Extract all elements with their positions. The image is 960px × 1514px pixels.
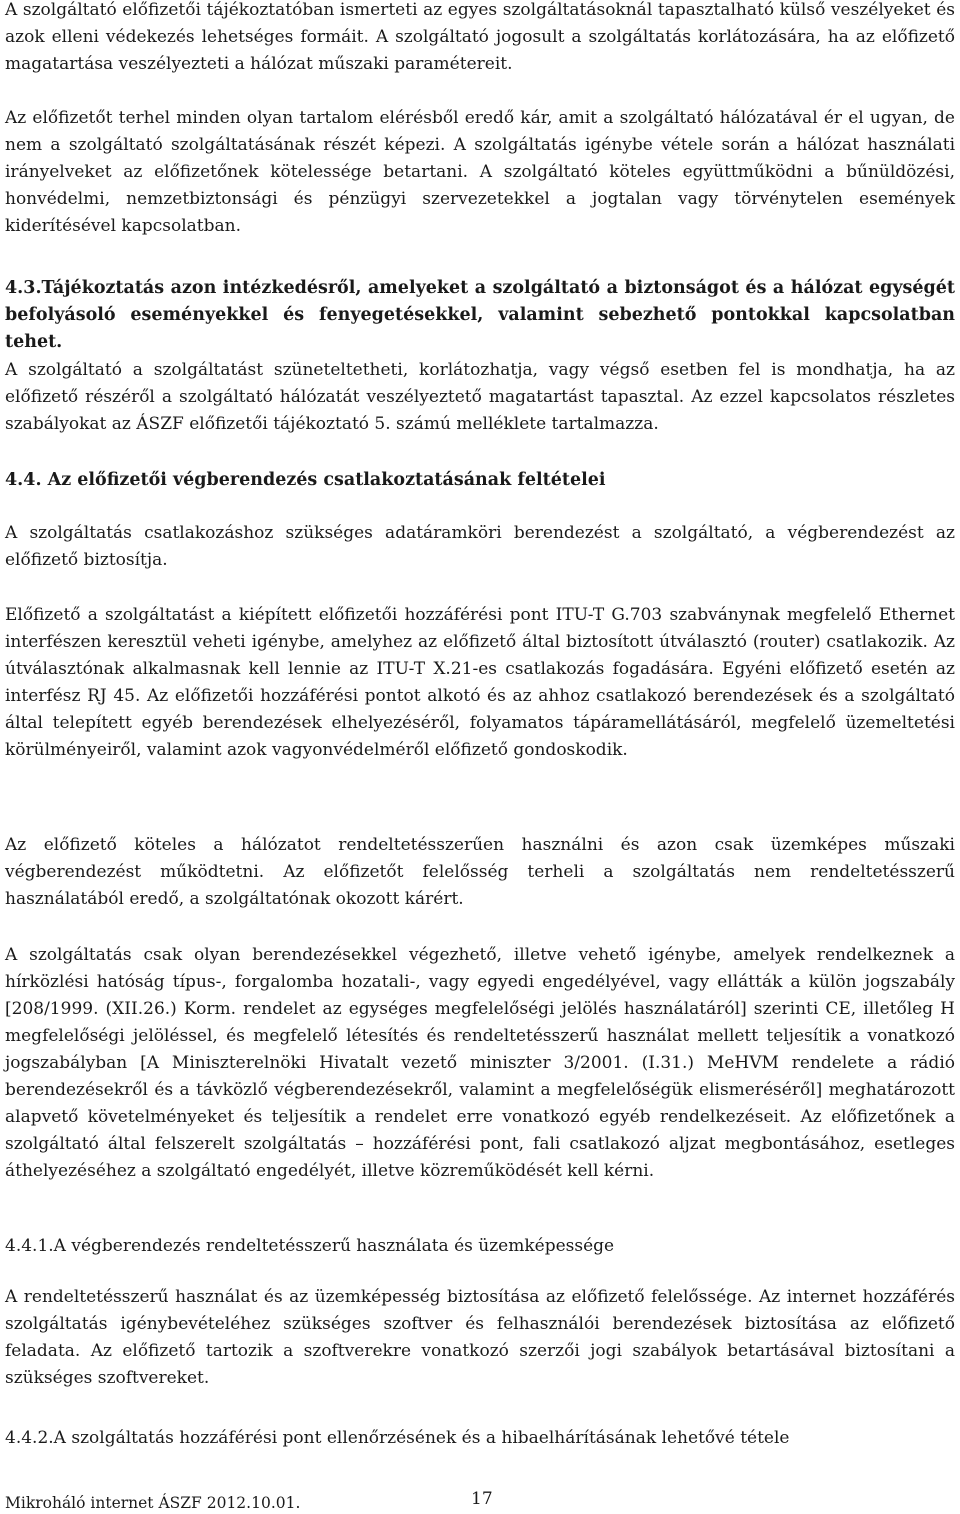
paragraph-external-threats: A szolgáltató előfizetői tájékoztatóban ismerteti az egyes szolgáltatásoknál tapasztalható külső veszélyeket és azok elleni védekezés lehetséges formáit. A szolgáltató jogosult a szolgáltatás korlátozására, ha az előfizető magatartása veszélyezteti a hálózat műszaki paramétereit. bbox=[5, 0, 955, 74]
paragraph-terminal-equipment: A szolgáltatás csatlakozáshoz szükséges adatáramköri berendezést a szolgáltató, a végberendezést az előfizető biztosítja. bbox=[5, 523, 955, 570]
heading-4-4-2: 4.4.2.A szolgáltatás hozzáférési pont ellenőrzésének és a hibaelhárításának lehetővé tétele bbox=[5, 1428, 790, 1448]
heading-4-4-1: 4.4.1.A végberendezés rendeltetésszerű használata és üzemképessége bbox=[5, 1236, 615, 1256]
footer-document-reference: Mikroháló internet ÁSZF 2012.10.01. bbox=[5, 1494, 301, 1512]
heading-4-4: 4.4. Az előfizetői végberendezés csatlakoztatásának feltételei bbox=[5, 470, 606, 490]
paragraph-software: A rendeltetésszerű használat és az üzemképesség biztosítása az előfizető felelőssége. Az internet hozzáférés szolgáltatás igénybevételéhez szükséges szoftver és felhasználói berendezések biztosítása az előfizető feladata. Az előfizető tartozik a szoftverekre vonatkozó szerzői jogi szabályok betartásával biztosítani a szükséges szoftvereket. bbox=[5, 1287, 955, 1388]
paragraph-suspension: A szolgáltató a szolgáltatást szüneteltetheti, korlátozhatja, vagy végső esetben fel is mondhatja, ha az előfizető részéről a szolgáltató hálózatát veszélyeztető magatartást tapasztal. Az ezzel kapcsolatos részletes szabályokat az ÁSZF előfizetői tájékoztató 5. számú melléklete tartalmazza. bbox=[5, 360, 955, 434]
paragraph-access-point: Előfizető a szolgáltatást a kiépített előfizetői hozzáférési pont ITU-T G.703 szabványnak megfelelő Ethernet interfészen keresztül veheti igénybe, amelyhez az előfizető által biztosított útválasztó (router) csatlakozik. Az útválasztónak alkalmasnak kell lennie az ITU-T X.21-es csatlakozás fogadására. Egyéni előfizető esetén az interfész RJ 45. Az előfizetői hozzáférési pontot alkotó és az ahhoz csatlakozó berendezések és a szolgáltató által telepített egyéb berendezések elhelyezéséről, folyamatos tápáramellátásáról, megfelelő üzemeltetési körülményeiről, valamint azok vagyonvédelméről előfizető gondoskodik. bbox=[5, 605, 955, 760]
paragraph-proper-use: Az előfizető köteles a hálózatot rendeltetésszerűen használni és azon csak üzemképes műszaki végberendezést működtetni. Az előfizetőt felelősség terheli a szolgáltatás nem rendeltetésszerű használatából eredő, a szolgáltatónak okozott kárért. bbox=[5, 835, 955, 909]
heading-4-3: 4.3.Tájékoztatás azon intézkedésről, amelyeket a szolgáltató a biztonságot és a hálózat egységét befolyásoló eseményekkel és fenyegetésekkel, valamint sebezhető pontokkal kapcsolatban tehet. bbox=[5, 278, 955, 352]
paragraph-approved-equipment: A szolgáltatás csak olyan berendezésekkel végezhető, illetve vehető igénybe, amelyek rendelkeznek a hírközlési hatóság típus-, forgalomba hozatali-, vagy egyedi engedélyével, vagy ellátták a külön jogszabály [208/1999. (XII.26.) Korm. rendelet az egységes megfelelőségi jelölés használatáról] szerinti CE, illetőleg H megfelelőségi jelöléssel, és megfelelő létesítés és rendeltetésszerű használat mellett teljesítik a vonatkozó jogszabályban [A Miniszterelnöki Hivatalt vezető miniszter 3/2001. (I.31.) MeHVM rendelete a rádió berendezésekről és a távközlő végberendezésekről, valamint a megfelelőségük elismeréséről] meghatározott alapvető követelményeket és teljesítik a rendelet erre vonatkozó egyéb rendelkezéseit. Az előfizetőnek a szolgáltató által felszerelt szolgáltatás – hozzáférési pont, fali csatlakozó aljzat megbontásához, esetleges áthelyezéséhez a szolgáltató engedélyét, illetve közreműködését kell kérni. bbox=[5, 945, 955, 1181]
paragraph-subscriber-liability: Az előfizetőt terhel minden olyan tartalom elérésből eredő kár, amit a szolgáltató hálózatával ér el ugyan, de nem a szolgáltató szolgáltatásának részét képezi. A szolgáltatás igénybe vétele során a hálózat használati irányelveket az előfizetőnek kötelessége betartani. A szolgáltató köteles együttműködni a bűnüldözési, honvédelmi, nemzetbiztonsági és pénzügyi szervezetekkel a jogtalan vagy törvénytelen események kiderítésével kapcsolatban. bbox=[5, 108, 955, 236]
page-number: 17 bbox=[471, 1489, 493, 1509]
